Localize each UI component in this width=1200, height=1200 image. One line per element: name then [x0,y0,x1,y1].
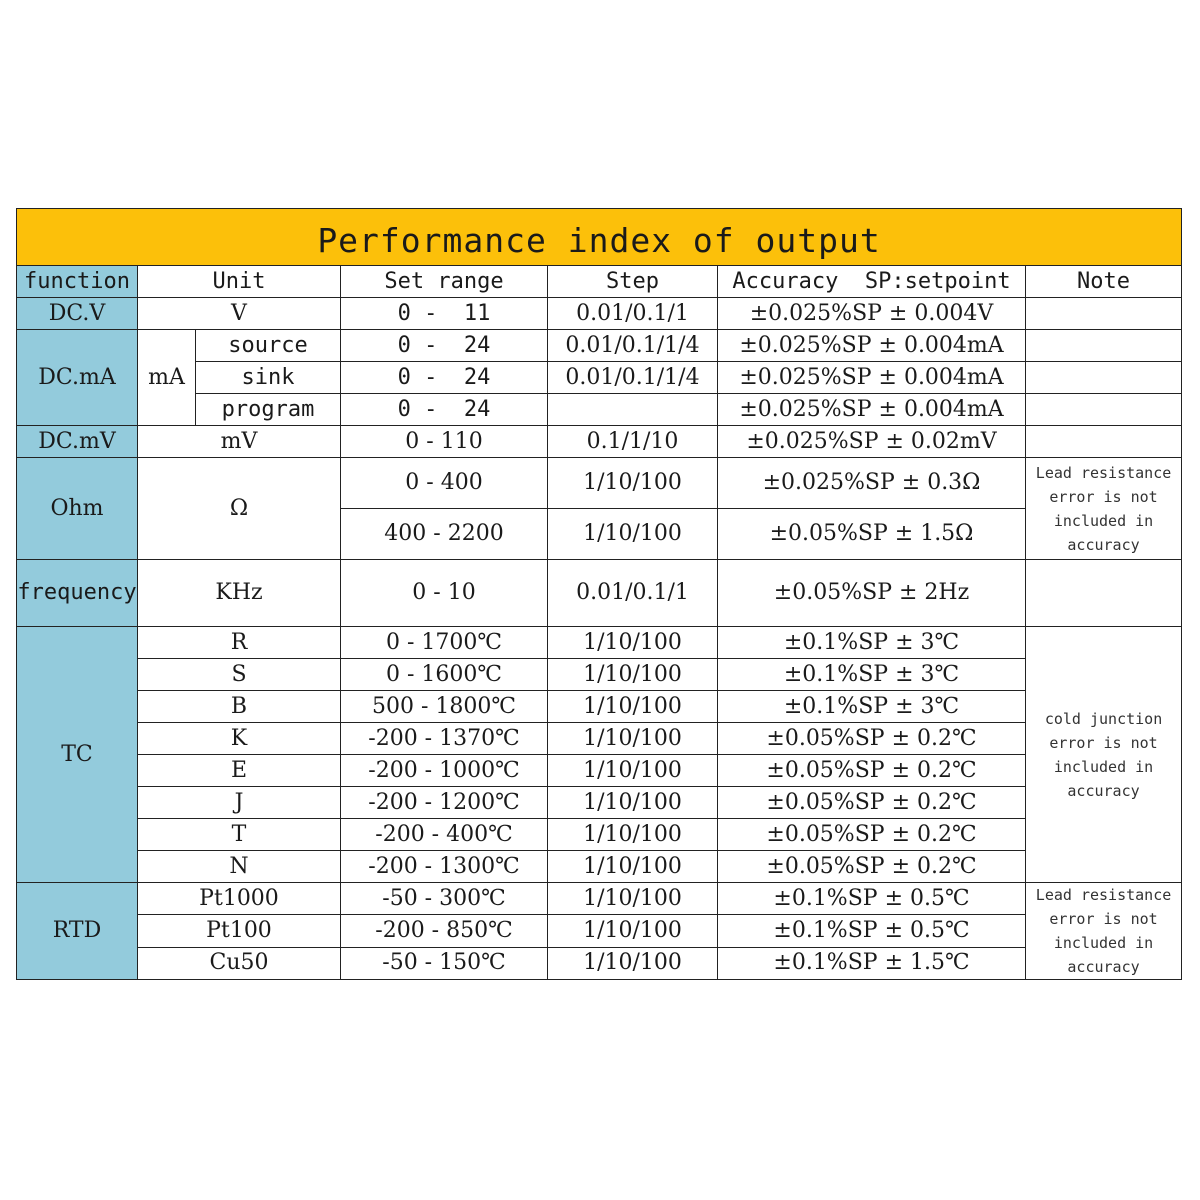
table-row-rtd [17,915,1182,947]
step-cell: 0.1/1/10 [548,426,718,458]
range-cell: 0 - 24 [341,362,548,394]
function-dcmv: DC.mV [17,426,138,458]
range-cell: -200 - 1200℃ [341,787,548,819]
range-cell: 0 - 11 [341,298,548,330]
header-row [17,266,1182,298]
header-note: Note [1026,266,1182,298]
note-cell [1026,426,1182,458]
range-cell: 0 - 24 [341,330,548,362]
table-row-rtd [17,883,1182,915]
range-cell: 0 - 400 [341,458,548,509]
range-cell: 0 - 1700℃ [341,627,548,659]
accuracy-cell: ±0.05%SP ± 0.2℃ [718,723,1026,755]
table-title: Performance index of output [17,209,1182,266]
step-cell: 1/10/100 [548,458,718,509]
step-cell: 1/10/100 [548,947,718,979]
accuracy-cell: ±0.05%SP ± 2Hz [718,560,1026,627]
type-cell: Pt1000 [138,883,341,915]
range-cell: -50 - 300℃ [341,883,548,915]
step-cell: 1/10/100 [548,691,718,723]
type-cell: J [138,787,341,819]
type-cell: B [138,691,341,723]
header-step: Step [548,266,718,298]
note-cell [1026,362,1182,394]
table-row-tc [17,819,1182,851]
type-cell: E [138,755,341,787]
unit-cell: mV [138,426,341,458]
note-cell [1026,394,1182,426]
step-cell: 0.01/0.1/1/4 [548,362,718,394]
accuracy-cell: ±0.05%SP ± 0.2℃ [718,755,1026,787]
step-cell: 1/10/100 [548,659,718,691]
unit-cell: KHz [138,560,341,627]
table-row-tc [17,723,1182,755]
table-row-rtd [17,947,1182,979]
type-cell: R [138,627,341,659]
step-cell: 1/10/100 [548,723,718,755]
accuracy-cell: ±0.025%SP ± 0.02mV [718,426,1026,458]
note-cell: cold junction error is not included in accuracy [1026,627,1182,883]
step-cell: 1/10/100 [548,627,718,659]
step-cell: 1/10/100 [548,787,718,819]
unit-cell: Ω [138,458,341,560]
step-cell: 0.01/0.1/1 [548,560,718,627]
header-set-range: Set range [341,266,548,298]
table-row-ohm-1 [17,458,1182,509]
table-row-tc [17,851,1182,883]
range-cell: 0 - 110 [341,426,548,458]
table-row-dcma-source [17,330,1182,362]
table-row-dcv [17,298,1182,330]
function-tc: TC [17,627,138,883]
function-frequency: frequency [17,560,138,627]
accuracy-cell: ±0.025%SP ± 0.004mA [718,394,1026,426]
function-rtd: RTD [17,883,138,980]
range-cell: -200 - 850℃ [341,915,548,947]
range-cell: 0 - 24 [341,394,548,426]
range-cell: -200 - 1300℃ [341,851,548,883]
range-cell: -200 - 400℃ [341,819,548,851]
table-row-tc [17,787,1182,819]
unit-cell: mA [138,330,196,426]
step-cell: 1/10/100 [548,883,718,915]
range-cell: -200 - 1000℃ [341,755,548,787]
step-cell: 0.01/0.1/1/4 [548,330,718,362]
accuracy-cell: ±0.05%SP ± 0.2℃ [718,787,1026,819]
note-cell: Lead resistance error is not included in accuracy [1026,458,1182,560]
accuracy-cell: ±0.05%SP ± 1.5Ω [718,509,1026,560]
accuracy-cell: ±0.1%SP ± 1.5℃ [718,947,1026,979]
step-cell: 0.01/0.1/1 [548,298,718,330]
type-cell: Cu50 [138,947,341,979]
accuracy-cell: ±0.05%SP ± 0.2℃ [718,819,1026,851]
table-row-dcmv [17,426,1182,458]
accuracy-cell: ±0.025%SP ± 0.3Ω [718,458,1026,509]
unit-cell: V [138,298,341,330]
table-row-tc [17,691,1182,723]
step-cell: 1/10/100 [548,851,718,883]
type-cell: Pt100 [138,915,341,947]
step-cell: 1/10/100 [548,819,718,851]
accuracy-cell: ±0.1%SP ± 3℃ [718,659,1026,691]
mode-cell: sink [196,362,341,394]
accuracy-cell: ±0.025%SP ± 0.004mA [718,362,1026,394]
type-cell: K [138,723,341,755]
accuracy-cell: ±0.1%SP ± 0.5℃ [718,883,1026,915]
range-cell: 500 - 1800℃ [341,691,548,723]
accuracy-cell: ±0.05%SP ± 0.2℃ [718,851,1026,883]
type-cell: S [138,659,341,691]
step-cell: 1/10/100 [548,755,718,787]
note-cell [1026,298,1182,330]
step-cell [548,394,718,426]
accuracy-cell: ±0.1%SP ± 3℃ [718,627,1026,659]
note-cell: Lead resistance error is not included in accuracy [1026,883,1182,980]
range-cell: -200 - 1370℃ [341,723,548,755]
range-cell: 400 - 2200 [341,509,548,560]
accuracy-cell: ±0.025%SP ± 0.004mA [718,330,1026,362]
step-cell: 1/10/100 [548,509,718,560]
table-row-tc [17,755,1182,787]
accuracy-cell: ±0.1%SP ± 3℃ [718,691,1026,723]
function-dcv: DC.V [17,298,138,330]
table-row-frequency [17,560,1182,627]
mode-cell: source [196,330,341,362]
function-ohm: Ohm [17,458,138,560]
step-cell: 1/10/100 [548,915,718,947]
performance-index-table [16,208,1182,980]
mode-cell: program [196,394,341,426]
range-cell: -50 - 150℃ [341,947,548,979]
note-cell [1026,330,1182,362]
function-dcma: DC.mA [17,330,138,426]
table-row-tc [17,627,1182,659]
table-row-tc [17,659,1182,691]
type-cell: N [138,851,341,883]
range-cell: 0 - 10 [341,560,548,627]
header-unit: Unit [138,266,341,298]
accuracy-cell: ±0.025%SP ± 0.004V [718,298,1026,330]
range-cell: 0 - 1600℃ [341,659,548,691]
type-cell: T [138,819,341,851]
accuracy-cell: ±0.1%SP ± 0.5℃ [718,915,1026,947]
note-cell [1026,560,1182,627]
header-accuracy: Accuracy SP:setpoint [718,266,1026,298]
header-function: function [17,266,138,298]
